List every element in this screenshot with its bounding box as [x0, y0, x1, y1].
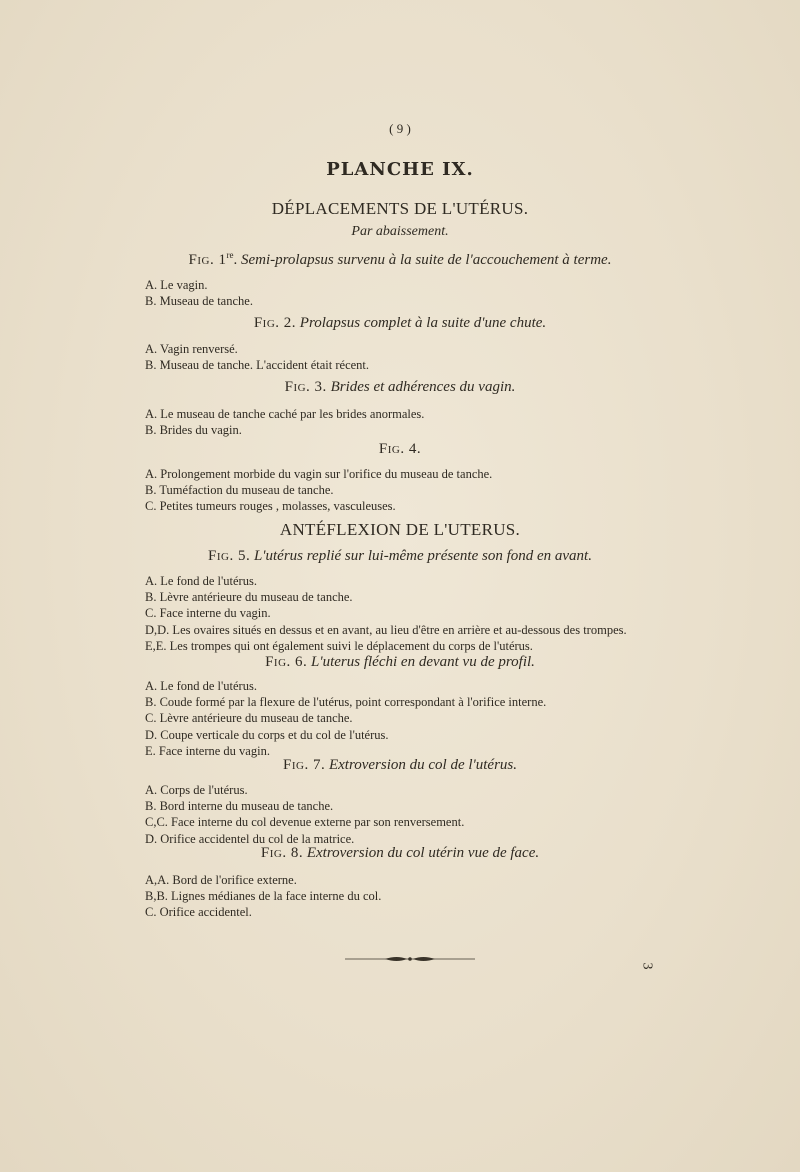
figure-label: Fig. 4.: [378, 441, 422, 457]
figure-caption-6: [0, 654, 800, 671]
figure-items-8: [145, 872, 665, 921]
list-item: B. Museau de tanche.: [145, 294, 253, 309]
figure-label: Fig. 1: [188, 252, 227, 268]
section-title-deplacements: DÉPLACEMENTS DE L'UTÉRUS.: [271, 199, 529, 218]
list-item: B. Bord interne du museau de tanche.: [145, 799, 334, 814]
section-subtitle: Par abaissement.: [351, 224, 449, 239]
list-item: B. Brides du vagin.: [145, 423, 242, 438]
figure-caption-text: Semi-prolapsus survenu à la suite de l'accouchement à terme.: [240, 252, 612, 268]
list-item: B. Coude formé par la flexure de l'utérus, point correspondant à l'orifice interne.: [145, 695, 547, 710]
figure-caption-text: Extroversion du col de l'utérus.: [328, 757, 517, 773]
figure-caption-1: Fig. 1re. Semi-prolapsus survenu à la suite de l'accouchement à terme.: [188, 250, 612, 268]
figure-caption-3: [0, 379, 800, 396]
figure-items-2: [145, 341, 665, 373]
list-item: A. Vagin renversé.: [145, 342, 238, 356]
list-item: E. Face interne du vagin.: [145, 743, 270, 758]
list-item: C. Face interne du vagin.: [145, 606, 271, 621]
list-item: A,A. Bord de l'orifice externe.: [145, 873, 297, 887]
figure-caption-7: [0, 757, 800, 774]
list-item: D,D. Les ovaires situés en dessus et en avant, au lieu d'être en arrière et au-dessous des trompes.: [145, 622, 627, 637]
list-item: C. Lèvre antérieure du museau de tanche.: [145, 711, 353, 726]
signature-mark: 3: [639, 962, 655, 970]
figure-label: Fig. 5.: [208, 548, 251, 564]
figure-items-6: [145, 678, 665, 759]
list-item: E,E. Les trompes qui ont également suivi le déplacement du corps de l'utérus.: [145, 638, 533, 653]
figure-caption-text: Prolapsus complet à la suite d'une chute.: [299, 315, 547, 331]
figure-items-7: [145, 782, 665, 847]
figure-label: Fig. 6.: [265, 654, 308, 670]
figure-items-1: [145, 277, 665, 309]
list-item: D. Orifice accidentel du col de la matrice.: [145, 831, 355, 846]
figure-label-sup: re: [226, 250, 234, 260]
list-item: B,B. Lignes médianes de la face interne du col.: [145, 889, 382, 904]
figure-label: Fig. 2.: [253, 315, 297, 331]
figure-caption-text: Brides et adhérences du vagin.: [330, 379, 516, 395]
list-item: A. Le fond de l'utérus.: [145, 574, 257, 588]
figure-label: Fig. 3.: [284, 379, 327, 395]
figure-items-4: [145, 466, 665, 515]
figure-items-5: [145, 573, 665, 654]
list-item: C,C. Face interne du col devenue externe par son renversement.: [145, 815, 465, 830]
list-item: A. Le fond de l'utérus.: [145, 679, 257, 693]
list-item: A. Le vagin.: [145, 278, 208, 292]
figure-label: Fig. 7.: [283, 757, 326, 773]
list-item: B. Museau de tanche. L'accident était récent.: [145, 358, 370, 373]
list-item: A. Corps de l'utérus.: [145, 783, 248, 797]
figure-caption-4: [0, 441, 800, 458]
figure-items-3: [145, 406, 665, 438]
figure-caption-2: [0, 315, 800, 332]
figure-caption-5: [0, 548, 800, 565]
list-item: B. Lèvre antérieure du museau de tanche.: [145, 590, 353, 605]
list-item: A. Le museau de tanche caché par les brides anormales.: [145, 407, 425, 421]
figure-caption-8: [0, 845, 800, 862]
page-number: ( 9 ): [389, 121, 411, 136]
figure-caption-text: L'uterus fléchi en devant vu de profil.: [311, 654, 535, 670]
list-item: D. Coupe verticale du corps et du col de l'utérus.: [145, 727, 389, 742]
figure-label: Fig. 8.: [260, 845, 304, 861]
list-item: B. Tuméfaction du museau de tanche.: [145, 483, 334, 498]
planche-title: PLANCHE IX.: [326, 159, 474, 180]
ornamental-rule: [345, 953, 475, 965]
figure-caption-text: Extroversion du col utérin vue de face.: [306, 845, 540, 861]
figure-caption-text: L'utérus replié sur lui-même présente son fond en avant.: [253, 548, 592, 564]
list-item: C. Petites tumeurs rouges , molasses, vasculeuses.: [145, 499, 396, 514]
section-title-anteflexion: ANTÉFLEXION DE L'UTERUS.: [279, 520, 521, 539]
list-item: C. Orifice accidentel.: [145, 905, 252, 920]
list-item: A. Prolongement morbide du vagin sur l'orifice du museau de tanche.: [145, 467, 493, 481]
